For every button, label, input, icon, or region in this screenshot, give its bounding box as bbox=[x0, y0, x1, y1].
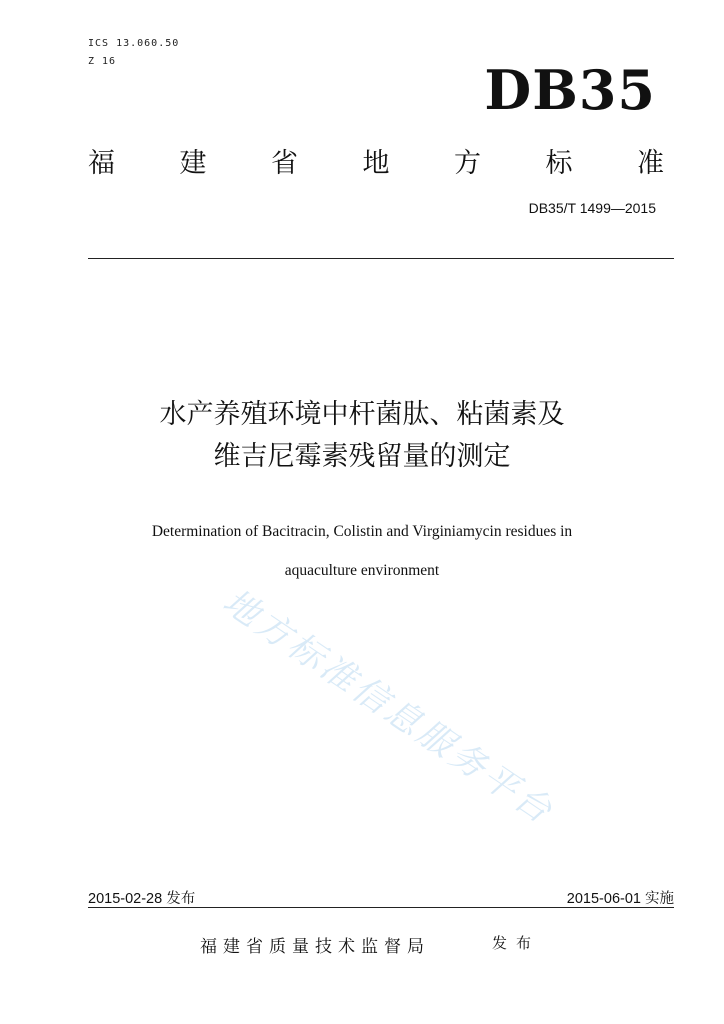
standard-type-char: 福 bbox=[88, 147, 115, 179]
footer-divider bbox=[88, 907, 674, 908]
english-title-line-2: aquaculture environment bbox=[284, 562, 440, 579]
standard-type-char: 建 bbox=[179, 147, 207, 179]
standard-type-char: 准 bbox=[637, 147, 664, 179]
standard-type-heading bbox=[88, 140, 664, 180]
standard-logo: DB35 bbox=[484, 58, 656, 122]
publisher-name: 福建省质量技术监督局 bbox=[200, 937, 430, 957]
header-divider bbox=[88, 258, 674, 259]
ics-code: ICS 13.060.50 bbox=[88, 38, 180, 49]
standard-type-char: 地 bbox=[362, 147, 390, 179]
publish-label: 发布 bbox=[492, 934, 541, 952]
standard-type-char: 省 bbox=[271, 147, 298, 179]
english-title-line-1: Determination of Bacitracin, Colistin and Virginiamycin residues in bbox=[151, 523, 573, 540]
classification-code: Z 16 bbox=[88, 56, 117, 67]
chinese-title-line-1: 水产养殖环境中杆菌肽、粘菌素及 bbox=[159, 399, 565, 430]
standard-number: DB35/T 1499—2015 bbox=[528, 200, 656, 216]
standard-type-char: 标 bbox=[545, 147, 573, 179]
chinese-title-line-2: 维吉尼霉素残留量的测定 bbox=[213, 441, 511, 472]
implementation-date: 2015-06-01 实施 bbox=[566, 891, 674, 907]
standard-type-char: 方 bbox=[454, 147, 481, 179]
watermark-text: 地方标准信息服务平台 bbox=[215, 581, 562, 834]
issue-date: 2015-02-28 发布 bbox=[88, 891, 196, 907]
